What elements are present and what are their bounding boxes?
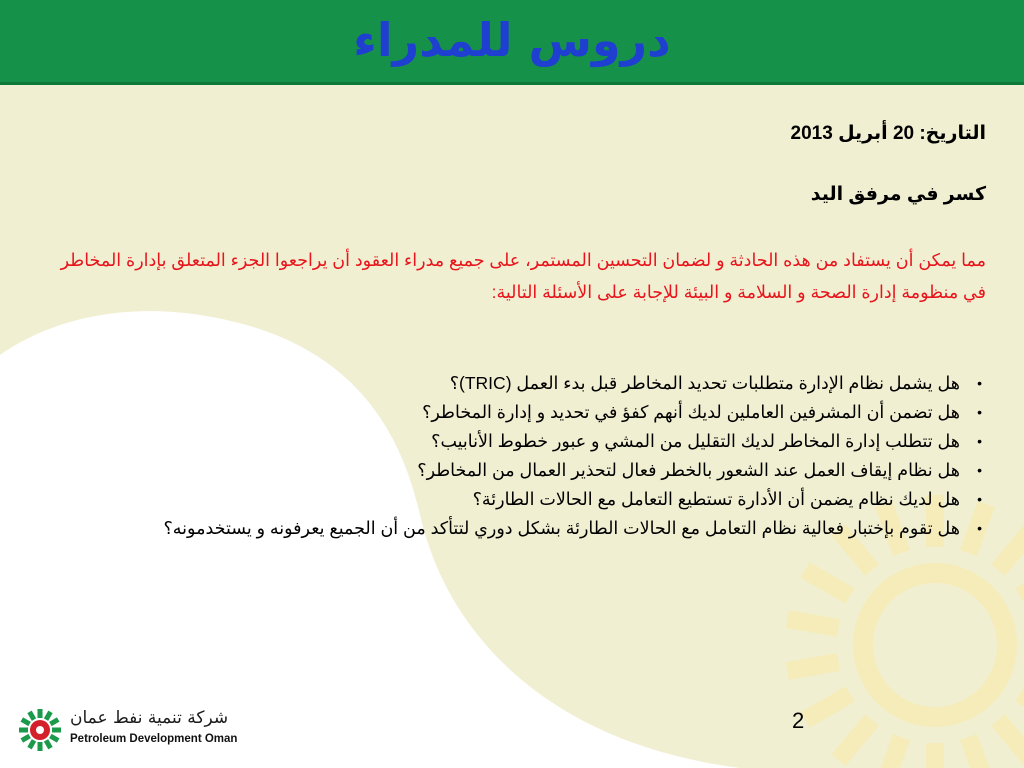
question-text: هل يشمل نظام الإدارة متطلبات تحديد المخاطر قبل بدء العمل (TRIC)؟ [449,373,960,393]
list-item [36,514,986,543]
incident-subject: كسر في مرفق اليد [810,184,986,205]
question-text: هل لديك نظام يضمن أن الأدارة تستطيع التعامل مع الحالات الطارئة؟ [472,489,960,509]
list-item [36,427,986,456]
questions-list [36,369,986,543]
company-logo [18,708,240,750]
list-item [36,369,986,398]
list-item [36,398,986,427]
pdo-emblem-icon [18,708,62,752]
bullet-icon: • [977,433,982,449]
header-band [0,0,1024,85]
intro-paragraph: مما يمكن أن يستفاد من هذه الحادثة و لضمان التحسين المستمر، على جميع مدراء العقود أن يراجعوا الجزء المتعلق بإدارة المخاطر في منظومة إدارة الصحة و السلامة و البيئة للإجابة على الأسئلة التالية: [60,250,986,302]
list-item [36,456,986,485]
bullet-icon: • [977,462,982,478]
question-text: هل نظام إيقاف العمل عند الشعور بالخطر فعال لتحذير العمال من المخاطر؟ [417,460,960,480]
date-line: التاريخ: 20 أبريل 2013 [790,123,986,144]
bullet-icon: • [977,491,982,507]
bullet-icon: • [977,520,982,536]
logo-arabic-text: شركة تنمية نفط عمان [70,708,229,728]
page-number: 2 [792,708,805,733]
logo-english-text: Petroleum Development Oman [70,733,238,745]
list-item [36,485,986,514]
question-text: هل تضمن أن المشرفين العاملين لديك أنهم كفؤ في تحديد و إدارة المخاطر؟ [422,402,960,422]
question-text: هل تتطلب إدارة المخاطر لديك التقليل من المشي و عبور خطوط الأنابيب؟ [431,431,960,451]
bullet-icon: • [977,404,982,420]
question-text: هل تقوم بإختبار فعالية نظام التعامل مع الحالات الطارئة بشكل دوري لتتأكد من أن الجميع يعرفونه و يستخدمونه؟ [163,518,960,538]
slide-title: دروس للمدراء [353,13,671,67]
bullet-icon: • [977,375,982,391]
